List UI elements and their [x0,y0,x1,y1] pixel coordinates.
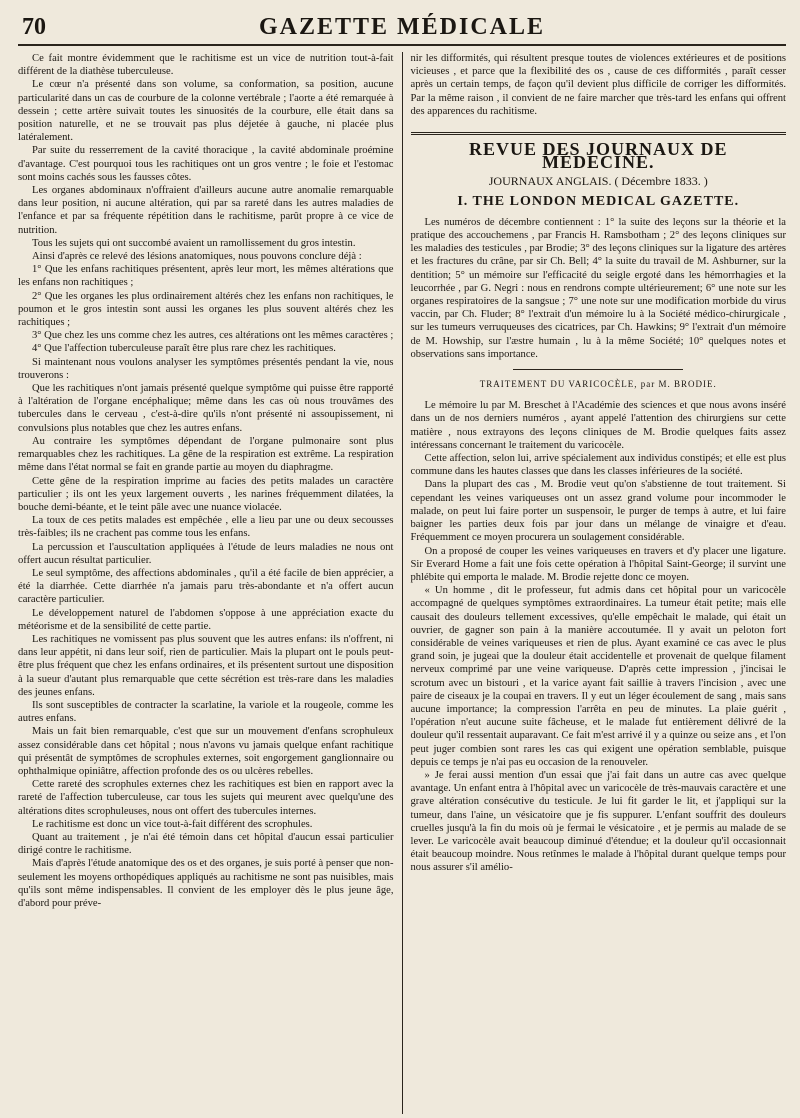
paragraph: Mais d'après l'étude anatomique des os et des organes, je suis porté à penser que non-seulement les moyens orthopédiques appliqués au rachitisme ne sont pas nuisibles, mais qu'ils sont même indispensables. Il convient de les employer dès le plus jeune âge, d'abord pour préve- [18,858,394,909]
journal-title: I. THE LONDON MEDICAL GAZETTE. [457,193,740,209]
paragraph: Par suite du resserrement de la cavité thoracique , la cavité abdominale proémine d'avantage. C'est pourquoi tous les rachitiques ont un gros ventre ; le foie et l'estomac sont moins cachés sous les fausses côtes. [18,145,394,183]
paragraph: On a proposé de couper les veines variqueuses en travers et d'y placer une ligature. Sir Everard Home a fait une fois cette opération à l'hôpital Saint-George; il survint une phlébite qui emporta le malade. M. Brodie rejette donc ce moyen. [410,545,786,583]
paragraph: Ce fait montre évidemment que le rachitisme est un vice de nutrition tout-à-fait différent de la diathèse tuberculeuse. [18,53,394,78]
continuation-paragraph: nir les difformités, qui résultent presque toutes de violences extérieures et de positions vicieuses , et parce que la flexibilité des os , cause de ces difformités , paraît cesser après un certain temps, de façon qu'il devient plus difficile de corriger les difformités. Par la même raison , il convient de ne faire marcher que très-tard les enfans qui offrent des apparences du rachitisme. [410,53,786,117]
paragraph: Cette gêne de la respiration imprime au facies des petits malades un caractère particulier ; ils ont les yeux largement ouverts , les narines fréquemment dilatées, la bouche demi-béante, et le teint pâle avec une nuance violacée. [18,475,394,513]
paragraph: Tous les sujets qui ont succombé avaient un ramollissement du gros intestin. [32,237,356,249]
paragraph: Quant au traitement , je n'ai été témoin dans cet hôpital d'aucun essai particulier dirigé contre le rachitisme. [18,831,394,857]
paragraph: La percussion et l'auscultation appliquées à l'étude de leurs maladies ne nous ont offert aucun résultat particulier. [18,541,394,566]
page-header [18,8,786,46]
paragraph: « Un homme , dit le professeur, fut admis dans cet hôpital pour un varicocèle accompagné de quelques symptômes extraordinaires. La tumeur était petite; mais elle causait des douleurs tellement excessives, qu'elle empêchait le malade, qui était un ouvrier, de gagner son pain à la manière accoutumée. Il y avait un peloton fort considérable de veines variqueuses et rien de plus. Ayant examiné ce cas avec le plus grand soin, je jugeai que la douleur était accidentelle et provenait de quelque filament nerveux comprimé par une veine variqueuse. D'après cette impression , j'incisai le scrotum avec un bistouri , et la varice ayant fait saillie à travers l'incision , avec une paire de ciseaux je la coupai en travers. Il y eut un léger écoulement de sang , mais sans aucune importance; la compression l'arrêta en peu de minutes. La plaie guérit , l'opération n'eut aucune suite fâcheuse, et le malade fut entièrement délivré de la douleur qu'il ressentait auparavant. Ce fait m'est arrivé il y a quinze ou seize ans , et l'on peut juger combien sont rares les cas qui exigent une opération semblable, puisque depuis ce temps je n'ai pas eu occasion de la renouveler. [410,585,786,768]
short-divider [513,369,683,370]
paragraph: Le seul symptôme, des affections abdominales , qu'il a été facile de bien apprécier, a été la diarrhée. Cette diarrhée n'a jamais paru très-abondante et n'a offert aucun caractère particulier. [18,567,394,606]
article-body [411,399,787,874]
running-title: GAZETTE MÉDICALE [258,14,546,40]
paragraph: Cette rareté des scrophules externes chez les rachitiques est bien en rapport avec la rareté de l'affection tuberculeuse, car tous les sujets qui meurent avec quelqu'une des altérations dites scrophuleuses, nous ont offert des tubercules internes. [18,779,394,817]
paragraph: Le cœur n'a présenté dans son volume, sa conformation, sa position, aucune particularité dans un cas de courbure de la colonne vertébrale ; l'aorte a été remarquée à dessein ; cette artère suivait toutes les sinuosités de la courbure, elle était dans sa position naturelle, et ne se trouvait pas plus déjetée à gauche, ni placée plus latéralement. [18,79,394,144]
paragraph: 4° Que l'affection tuberculeuse paraît être plus rare chez les rachitiques. [32,343,336,355]
section-divider [411,132,787,135]
paragraph: Dans la plupart des cas , M. Brodie veut qu'on s'abstienne de tout traitement. Si cependant les veines variqueuses ont un assez grand volume pour incommoder le malade, on peut lui faire porter un suspensoir, le purger de temps à autre, et lui faire baigner les parties deux fois par jour dans un mélange de vinaigre et d'eau. Fréquemment ce moyen procurera un soulagement considérable. [410,479,786,544]
two-column-body [18,52,786,1114]
paragraph: Les organes abdominaux n'offraient d'ailleurs aucune autre anomalie remarquable dans leur position, ni aucune altération, qui par sa rareté dans les autres maladies de l'enfance et par sa fréquente répétition dans le rachitisme, parût propre à ce vice de nutrition. [18,185,394,236]
section-subtitle: JOURNAUX ANGLAIS. ( Décembre 1833. ) [488,174,708,189]
page-number: 70 [22,14,46,40]
paragraph: Les rachitiques ne vomissent pas plus souvent que les autres enfans: ils n'offrent, ni dans leur appétit, ni dans leur soif, rien de particulier. Mais la plupart ont le pouls peut-être plus fréquent que chez les enfans ordinaires, et ils présentent surtout une disposition à la sueur d'autant plus remarquable que cette sécrétion est très-rare dans les maladies des jeunes enfans. [18,633,394,698]
paragraph: » Je ferai aussi mention d'un essai que j'ai fait dans un autre cas avec quelque avantage. Un enfant entra à l'hôpital avec un varicocèle de très-mauvais caractère et une grave altération consécutive du testicule. Je lui fit garder le lit, et j'appliqui sur la tumeur, dans l'aine, un vésicatoire que je fis suppurer. L'enfant souffrit des douleurs cruelles jusqu'à la fin du mois où je fermai le vésicatoire , et je permis au malade de se lever. Le varicocèle avait beaucoup diminué d'étendue; et la douleur qu'il occasionnait était beaucoup moindre. Nous retînmes le malade à l'hôpital durant quelque temps pour nous assurer s'il amélio- [410,769,786,874]
paragraph: Au contraire les symptômes dépendant de l'organe pulmonaire sont plus remarquables chez les rachitiques. La gêne de la respiration est extrême. La respiration même dans l'état normal se fait en grande partie au moyen du diaphragme. [18,435,394,474]
paragraph: 2° Que les organes les plus ordinairement altérés chez les enfans non rachitiques, le poumon et le gros intestin sont aussi les organes les plus souvent altérés chez les rachitiques ; [18,290,394,329]
paragraph: 1° Que les enfans rachitiques présentent, après leur mort, les mêmes altérations que les enfans non rachitiques ; [18,264,394,289]
section-title: REVUE DES JOURNAUX DE MÉDECINE. [468,139,728,173]
paragraph: La toux de ces petits malades est empêchée , elle a lieu par une ou deux secousses très-faibles; ils ne crachent pas comme tous les enfans. [18,515,394,540]
left-column [18,52,402,1114]
paragraph: Ils sont susceptibles de contracter la scarlatine, la variole et la rougeole, comme les autres enfans. [18,699,394,725]
paragraph: 3° Que chez les uns comme chez les autres, ces altérations ont les mêmes caractères ; [32,330,394,342]
paragraph: Le rachitisme est donc un vice tout-à-fait différent des scrophules. [32,818,313,830]
paragraph: Que les rachitiques n'ont jamais présenté quelque symptôme qui puisse être rapporté à l'altération de l'organe encéphalique; même dans les cas où nous trouvâmes des tubercules dans le cerveau , c'est-à-dire qu'ils n'ont présenté ni assoupissement, ni convulsions plus notables que chez les autres enfans. [18,383,394,434]
article-heading: TRAITEMENT DU VARICOCÈLE, par M. BRODIE. [479,379,717,390]
journal-intro-paragraph: Les numéros de décembre contiennent : 1° la suite des leçons sur la théorie et la pratique des accouchemens , par Francis H. Ramsbotham ; 2° des leçons cliniques sur les maladies des testicules , par Brodie; 3° des leçons cliniques sur la ligature des artères et les fractures du crâne, par sir Ch. Bell; 4° la suite du travail de M. Ashburner, sur la dentition; 5° un mémoire sur l'efficacité du seigle ergoté dans les hémorrhagies et la leucorrhée , par G. Negri : nous en rendrons compte ultérieurement; 6° une note sur les organes respiratoires de la sangsue ; 7° une note sur une modification morbide du virus vaccin, par Ch. Fluder; 8° l'extrait d'un mémoire lu à la Société médico-chirurgicale , sur les tumeurs verruqueuses des cicatrices, par Ch. Hawkins; 9° l'extrait d'un mémoire de M. Howship, sur l'æstre humain , lu à la même Société; 10° quelques notes et observations sans importance. [410,216,786,360]
paragraph: Si maintenant nous voulons analyser les symptômes présentés pendant la vie, nous trouverons : [18,356,394,381]
paragraph: Le mémoire lu par M. Breschet à l'Académie des sciences et que nous avons inséré dans un de nos derniers numéros , ayant appelé l'attention des chirurgiens sur cette matière , nous extrayons des leçons cliniques de M. Brodie quelques faits assez intéressans concernant le traitement du varicocèle. [410,400,786,451]
paragraph: Mais un fait bien remarquable, c'est que sur un mouvement d'enfans scrophuleux assez considérable dans cet hôpital ; nous n'avons vu jamais quelque enfant rachitique qui présentât de symptômes de scrophules externes, soit engorgement ganglionnaire ou ophthalmique opiniâtre, affection profonde des os ou ulcères rebelles. [18,726,394,777]
paragraph: Cette affection, selon lui, arrive spécialement aux individus constipés; et elle est plus commune dans les hautes classes que dans les classes inférieures de la société. [410,453,786,478]
paragraph: Ainsi d'après ce relevé des lésions anatomiques, nous pouvons conclure déjà : [32,251,362,263]
right-column [402,52,787,1114]
paragraph: Le développement naturel de l'abdomen s'oppose à une appréciation exacte du météorisme et de la sensibilité de cette partie. [18,607,394,632]
